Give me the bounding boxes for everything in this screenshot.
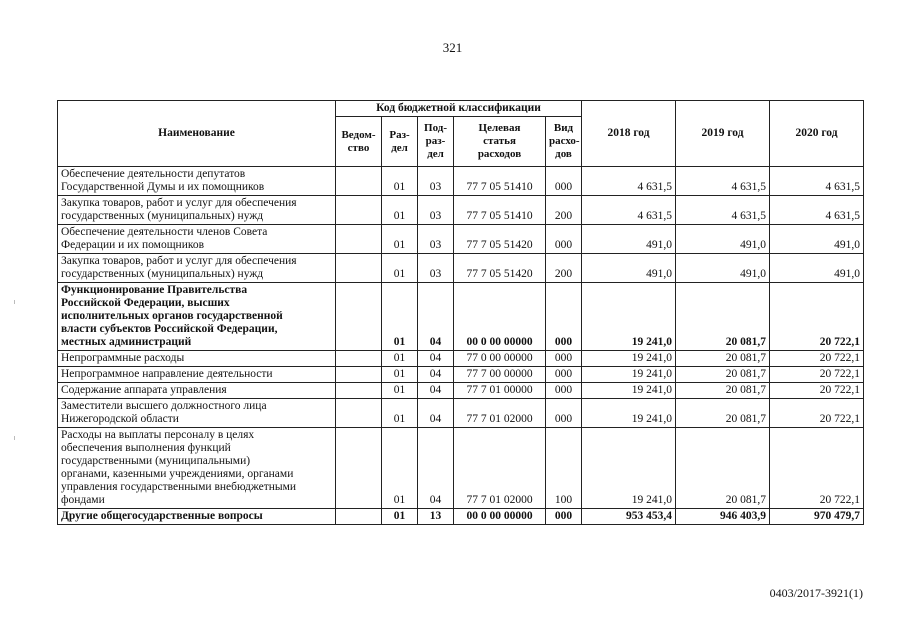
cell-target-article: 77 7 01 02000 [454,399,546,428]
cell-razdel: 01 [382,383,418,399]
table-row [58,225,864,254]
cell-2019: 20 081,7 [676,351,770,367]
cell-expense-type: 000 [546,225,582,254]
cell-expense-type: 000 [546,383,582,399]
cell-podrazdel: 04 [418,399,454,428]
table-row [58,428,864,509]
cell-expense-type: 200 [546,196,582,225]
cell-podrazdel: 03 [418,254,454,283]
budget-table [57,100,864,525]
cell-2019: 4 631,5 [676,196,770,225]
row-name: Непрограммные расходы [58,351,336,367]
cell-podrazdel: 04 [418,283,454,351]
cell-target-article: 77 7 05 51410 [454,196,546,225]
cell-vedomstvo [336,254,382,283]
cell-2018: 19 241,0 [582,367,676,383]
cell-vedomstvo [336,167,382,196]
cell-2018: 19 241,0 [582,351,676,367]
row-name: Заместители высшего должностного лица Нижегородской области [58,399,336,428]
cell-2020: 20 722,1 [770,383,864,399]
cell-2020: 20 722,1 [770,367,864,383]
header-name: Наименование [58,101,336,167]
cell-2020: 20 722,1 [770,399,864,428]
table-row [58,167,864,196]
header-podrazdel: Под- раз- дел [418,117,454,167]
header-2019: 2019 год [676,101,770,167]
row-name: Содержание аппарата управления [58,383,336,399]
cell-2018: 19 241,0 [582,399,676,428]
cell-target-article: 77 7 05 51420 [454,254,546,283]
cell-podrazdel: 04 [418,383,454,399]
cell-2020: 491,0 [770,254,864,283]
table-row [58,351,864,367]
row-name: Закупка товаров, работ и услуг для обеспечения государственных (муниципальных) нужд [58,254,336,283]
row-name: Другие общегосударственные вопросы [58,509,336,525]
cell-vedomstvo [336,283,382,351]
cell-target-article: 00 0 00 00000 [454,283,546,351]
cell-podrazdel: 13 [418,509,454,525]
cell-2019: 20 081,7 [676,283,770,351]
cell-2020: 4 631,5 [770,196,864,225]
cell-2019: 491,0 [676,254,770,283]
table-row [58,399,864,428]
table-row [58,509,864,525]
cell-2018: 4 631,5 [582,196,676,225]
cell-expense-type: 000 [546,167,582,196]
cell-target-article: 77 7 01 02000 [454,428,546,509]
cell-podrazdel: 04 [418,367,454,383]
table-row [58,196,864,225]
cell-2018: 4 631,5 [582,167,676,196]
cell-2019: 4 631,5 [676,167,770,196]
table-row [58,283,864,351]
row-name: Обеспечение деятельности депутатов Государственной Думы и их помощников [58,167,336,196]
cell-vedomstvo [336,225,382,254]
cell-razdel: 01 [382,351,418,367]
page-number: 321 [442,40,463,55]
cell-target-article: 77 0 00 00000 [454,351,546,367]
cell-podrazdel: 04 [418,428,454,509]
cell-vedomstvo [336,399,382,428]
cell-razdel: 01 [382,167,418,196]
header-code-group: Код бюджетной классификации [336,101,582,117]
header-target-article: Целевая статья расходов [454,117,546,167]
cell-expense-type: 000 [546,351,582,367]
cell-razdel: 01 [382,196,418,225]
cell-2019: 20 081,7 [676,367,770,383]
cell-target-article: 77 7 00 00000 [454,367,546,383]
cell-vedomstvo [336,367,382,383]
cell-2018: 491,0 [582,254,676,283]
cell-razdel: 01 [382,509,418,525]
cell-2018: 491,0 [582,225,676,254]
cell-razdel: 01 [382,367,418,383]
cell-vedomstvo [336,196,382,225]
cell-podrazdel: 03 [418,225,454,254]
table-row [58,367,864,383]
cell-expense-type: 000 [546,399,582,428]
cell-2018: 19 241,0 [582,383,676,399]
row-name: Обеспечение деятельности членов Совета Федерации и их помощников [58,225,336,254]
cell-podrazdel: 03 [418,196,454,225]
cell-razdel: 01 [382,428,418,509]
cell-razdel: 01 [382,399,418,428]
cell-2019: 946 403,9 [676,509,770,525]
cell-vedomstvo [336,509,382,525]
cell-2018: 953 453,4 [582,509,676,525]
header-2020: 2020 год [770,101,864,167]
table-row [58,254,864,283]
cell-2020: 20 722,1 [770,283,864,351]
scan-dot [14,300,15,304]
row-name: Непрограммное направление деятельности [58,367,336,383]
cell-2020: 970 479,7 [770,509,864,525]
document-code: 0403/2017-3921(1) [769,586,863,600]
row-name: Расходы на выплаты персоналу в целях обеспечения выполнения функций государственными (муниципальными) органами, казенными учреждениями, органами управления государственными внебюджетными фондами [58,428,336,509]
cell-target-article: 77 7 05 51420 [454,225,546,254]
row-name: Закупка товаров, работ и услуг для обеспечения государственных (муниципальных) нужд [58,196,336,225]
cell-2018: 19 241,0 [582,428,676,509]
cell-razdel: 01 [382,225,418,254]
cell-razdel: 01 [382,283,418,351]
cell-2019: 20 081,7 [676,399,770,428]
cell-expense-type: 000 [546,283,582,351]
cell-podrazdel: 04 [418,351,454,367]
cell-expense-type: 200 [546,254,582,283]
cell-2019: 491,0 [676,225,770,254]
cell-2020: 4 631,5 [770,167,864,196]
header-vedomstvo: Ведом- ство [336,117,382,167]
cell-vedomstvo [336,383,382,399]
table-row [58,383,864,399]
cell-razdel: 01 [382,254,418,283]
header-expense-type: Вид расхо- дов [546,117,582,167]
cell-2020: 20 722,1 [770,428,864,509]
cell-target-article: 77 7 05 51410 [454,167,546,196]
scan-dot [14,436,15,440]
cell-2020: 491,0 [770,225,864,254]
cell-target-article: 77 7 01 00000 [454,383,546,399]
cell-vedomstvo [336,428,382,509]
cell-vedomstvo [336,351,382,367]
cell-expense-type: 000 [546,509,582,525]
cell-expense-type: 000 [546,367,582,383]
header-2018: 2018 год [582,101,676,167]
cell-expense-type: 100 [546,428,582,509]
cell-podrazdel: 03 [418,167,454,196]
cell-2019: 20 081,7 [676,428,770,509]
header-razdel: Раз- дел [382,117,418,167]
cell-2018: 19 241,0 [582,283,676,351]
cell-target-article: 00 0 00 00000 [454,509,546,525]
row-name: Функционирование Правительства Российской Федерации, высших исполнительных органов государственной власти субъектов Российской Федерации, местных администраций [58,283,336,351]
cell-2019: 20 081,7 [676,383,770,399]
cell-2020: 20 722,1 [770,351,864,367]
